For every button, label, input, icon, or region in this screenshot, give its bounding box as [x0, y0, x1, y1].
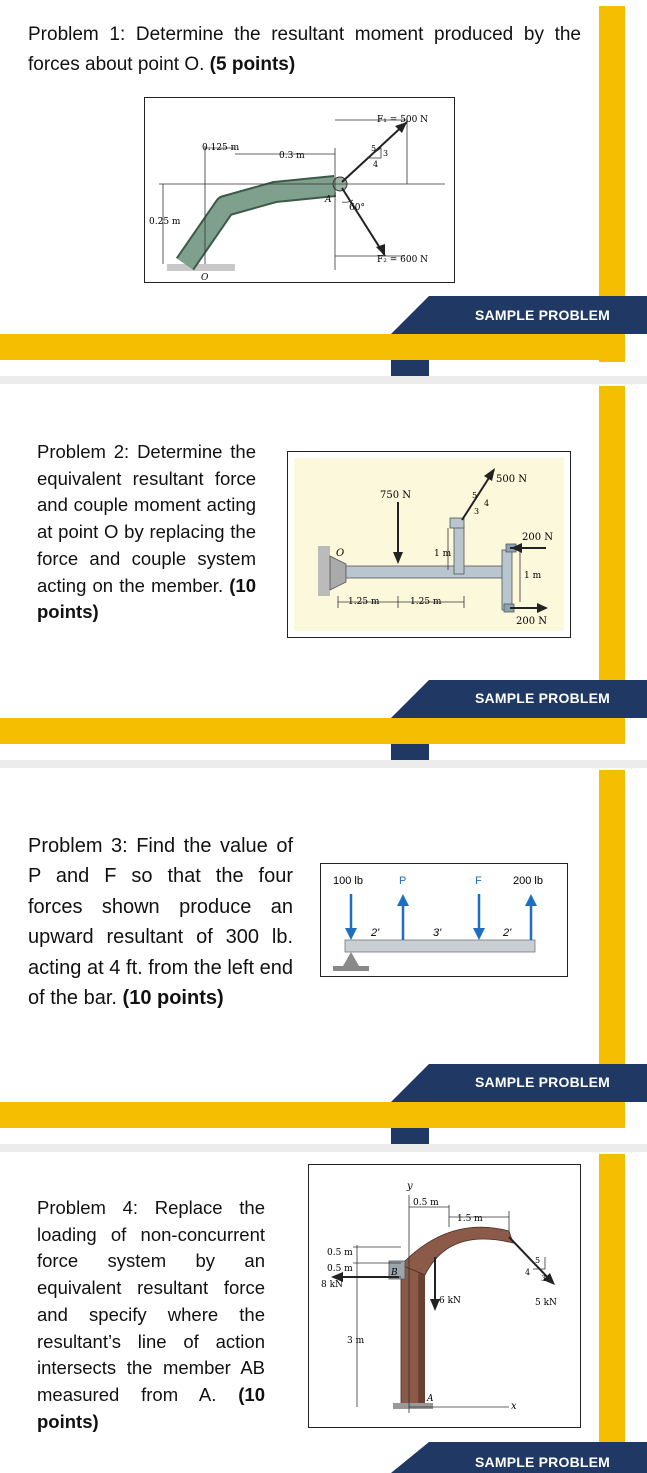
fig2-200a-label: 200 N — [522, 532, 554, 543]
accent-corner — [599, 334, 625, 360]
fig3-200lb-label: 200 lb — [513, 875, 543, 887]
fig2-tri-4: 4 — [484, 499, 490, 508]
slide-separator — [0, 376, 647, 384]
slide-problem-3 — [0, 768, 647, 1144]
figure-4 — [308, 1164, 581, 1428]
fig4-point-a: A — [427, 1394, 434, 1404]
fig3-span-2: 3' — [433, 927, 442, 939]
sample-problem-label: SAMPLE PROBLEM — [475, 1074, 611, 1090]
fig3-span-3: 2' — [503, 927, 512, 939]
problem-3-text: Problem 3: Find the value of P and F so that the four forces shown produce an upward resultant of 300 lb. acting at 4 ft. from the left end of the bar. (10 points) — [28, 835, 293, 1010]
slide-separator — [0, 760, 647, 768]
figure-1 — [144, 97, 455, 283]
banner-stub — [391, 1128, 429, 1144]
accent-horizontal-bar — [0, 1102, 599, 1128]
banner-stub — [391, 360, 429, 376]
fig2-tri-5: 5 — [472, 491, 478, 500]
fig4-dim-05b: 0.5 m — [327, 1248, 353, 1258]
banner-notch — [391, 1442, 429, 1473]
fig4-dim-05c: 0.5 m — [327, 1264, 353, 1274]
fig2-dim-2: 1.25 m — [410, 597, 442, 607]
banner-notch — [391, 680, 429, 718]
fig1-dim-c: 0.25 m — [149, 217, 181, 227]
sample-problem-label: SAMPLE PROBLEM — [475, 1454, 611, 1470]
fig4-point-b: B — [391, 1268, 398, 1278]
slide-separator — [0, 1144, 647, 1152]
accent-vertical-bar — [599, 1154, 625, 1473]
problem-1-text: Problem 1: Determine the resultant moment produced by the forces about point O. (5 points) — [28, 24, 582, 75]
fig1-dim-a: 0.125 m — [202, 143, 240, 153]
fig4-dim-15: 1.5 m — [457, 1214, 483, 1224]
fig4-dim-3m: 3 m — [347, 1336, 365, 1346]
fig2-200b-label: 200 N — [516, 616, 548, 627]
fig2-height-1: 1 m — [434, 549, 452, 559]
fig4-6kn-label: 6 kN — [439, 1296, 461, 1306]
fig1-f2-label: F₂ = 600 N — [377, 255, 429, 265]
fig4-5kn-label: 5 kN — [535, 1298, 557, 1308]
fig3-f-label: F — [475, 875, 482, 887]
fig1-f1-label: F₁ = 500 N — [377, 115, 429, 125]
fig3-span-1: 2' — [371, 927, 380, 939]
accent-corner — [599, 1102, 625, 1128]
fig4-8kn-label: 8 kN — [321, 1280, 343, 1290]
fig3-100lb-label: 100 lb — [333, 875, 363, 887]
figure-3 — [320, 863, 568, 977]
problem-2-text: Problem 2: Determine the equivalent resultant force and couple moment acting at point O by replacing the force and couple system acting on the member. (10 points) — [37, 441, 257, 623]
fig1-angle: 60° — [349, 203, 365, 213]
fig2-point-o: O — [336, 548, 345, 559]
figure-2 — [287, 451, 571, 638]
sample-problem-label: SAMPLE PROBLEM — [475, 690, 611, 706]
fig1-dim-b: 0.3 m — [279, 151, 305, 161]
fig1-point-a: A — [325, 195, 332, 205]
fig1-point-o: O — [201, 273, 209, 282]
fig4-dim-05a: 0.5 m — [413, 1198, 439, 1208]
sample-problem-label: SAMPLE PROBLEM — [475, 307, 611, 323]
banner-notch — [391, 1064, 429, 1102]
banner-notch — [391, 296, 429, 334]
fig2-500-label: 500 N — [496, 474, 528, 485]
fig4-axis-y: y — [407, 1181, 413, 1192]
slide-problem-1 — [0, 0, 647, 376]
fig2-height-2: 1 m — [524, 571, 542, 581]
slide-problem-2 — [0, 384, 647, 760]
banner-stub — [391, 744, 429, 760]
fig3-p-label: P — [399, 875, 407, 887]
fig1-tri-5: 5 — [371, 144, 377, 153]
fig4-tri-5: 5 — [535, 1256, 541, 1265]
fig4-axis-x: x — [511, 1401, 517, 1412]
slide-problem-4 — [0, 1152, 647, 1473]
fig1-tri-4: 4 — [373, 160, 379, 169]
fig4-tri-3: 3 — [541, 1274, 547, 1283]
fig2-750-label: 750 N — [380, 490, 412, 501]
fig2-tri-3: 3 — [474, 507, 480, 516]
fig2-dim-1: 1.25 m — [348, 597, 380, 607]
fig4-tri-4: 4 — [525, 1268, 531, 1277]
accent-corner — [599, 718, 625, 744]
fig1-tri-3: 3 — [383, 149, 389, 158]
problem-4-text: Problem 4: Replace the loading of non-concurrent force system by an equivalent resultant force and specify where the resultant’s line of action intersects the member AB measured from A. (10 points) — [37, 1197, 266, 1432]
accent-horizontal-bar — [0, 718, 599, 744]
accent-horizontal-bar — [0, 334, 599, 360]
